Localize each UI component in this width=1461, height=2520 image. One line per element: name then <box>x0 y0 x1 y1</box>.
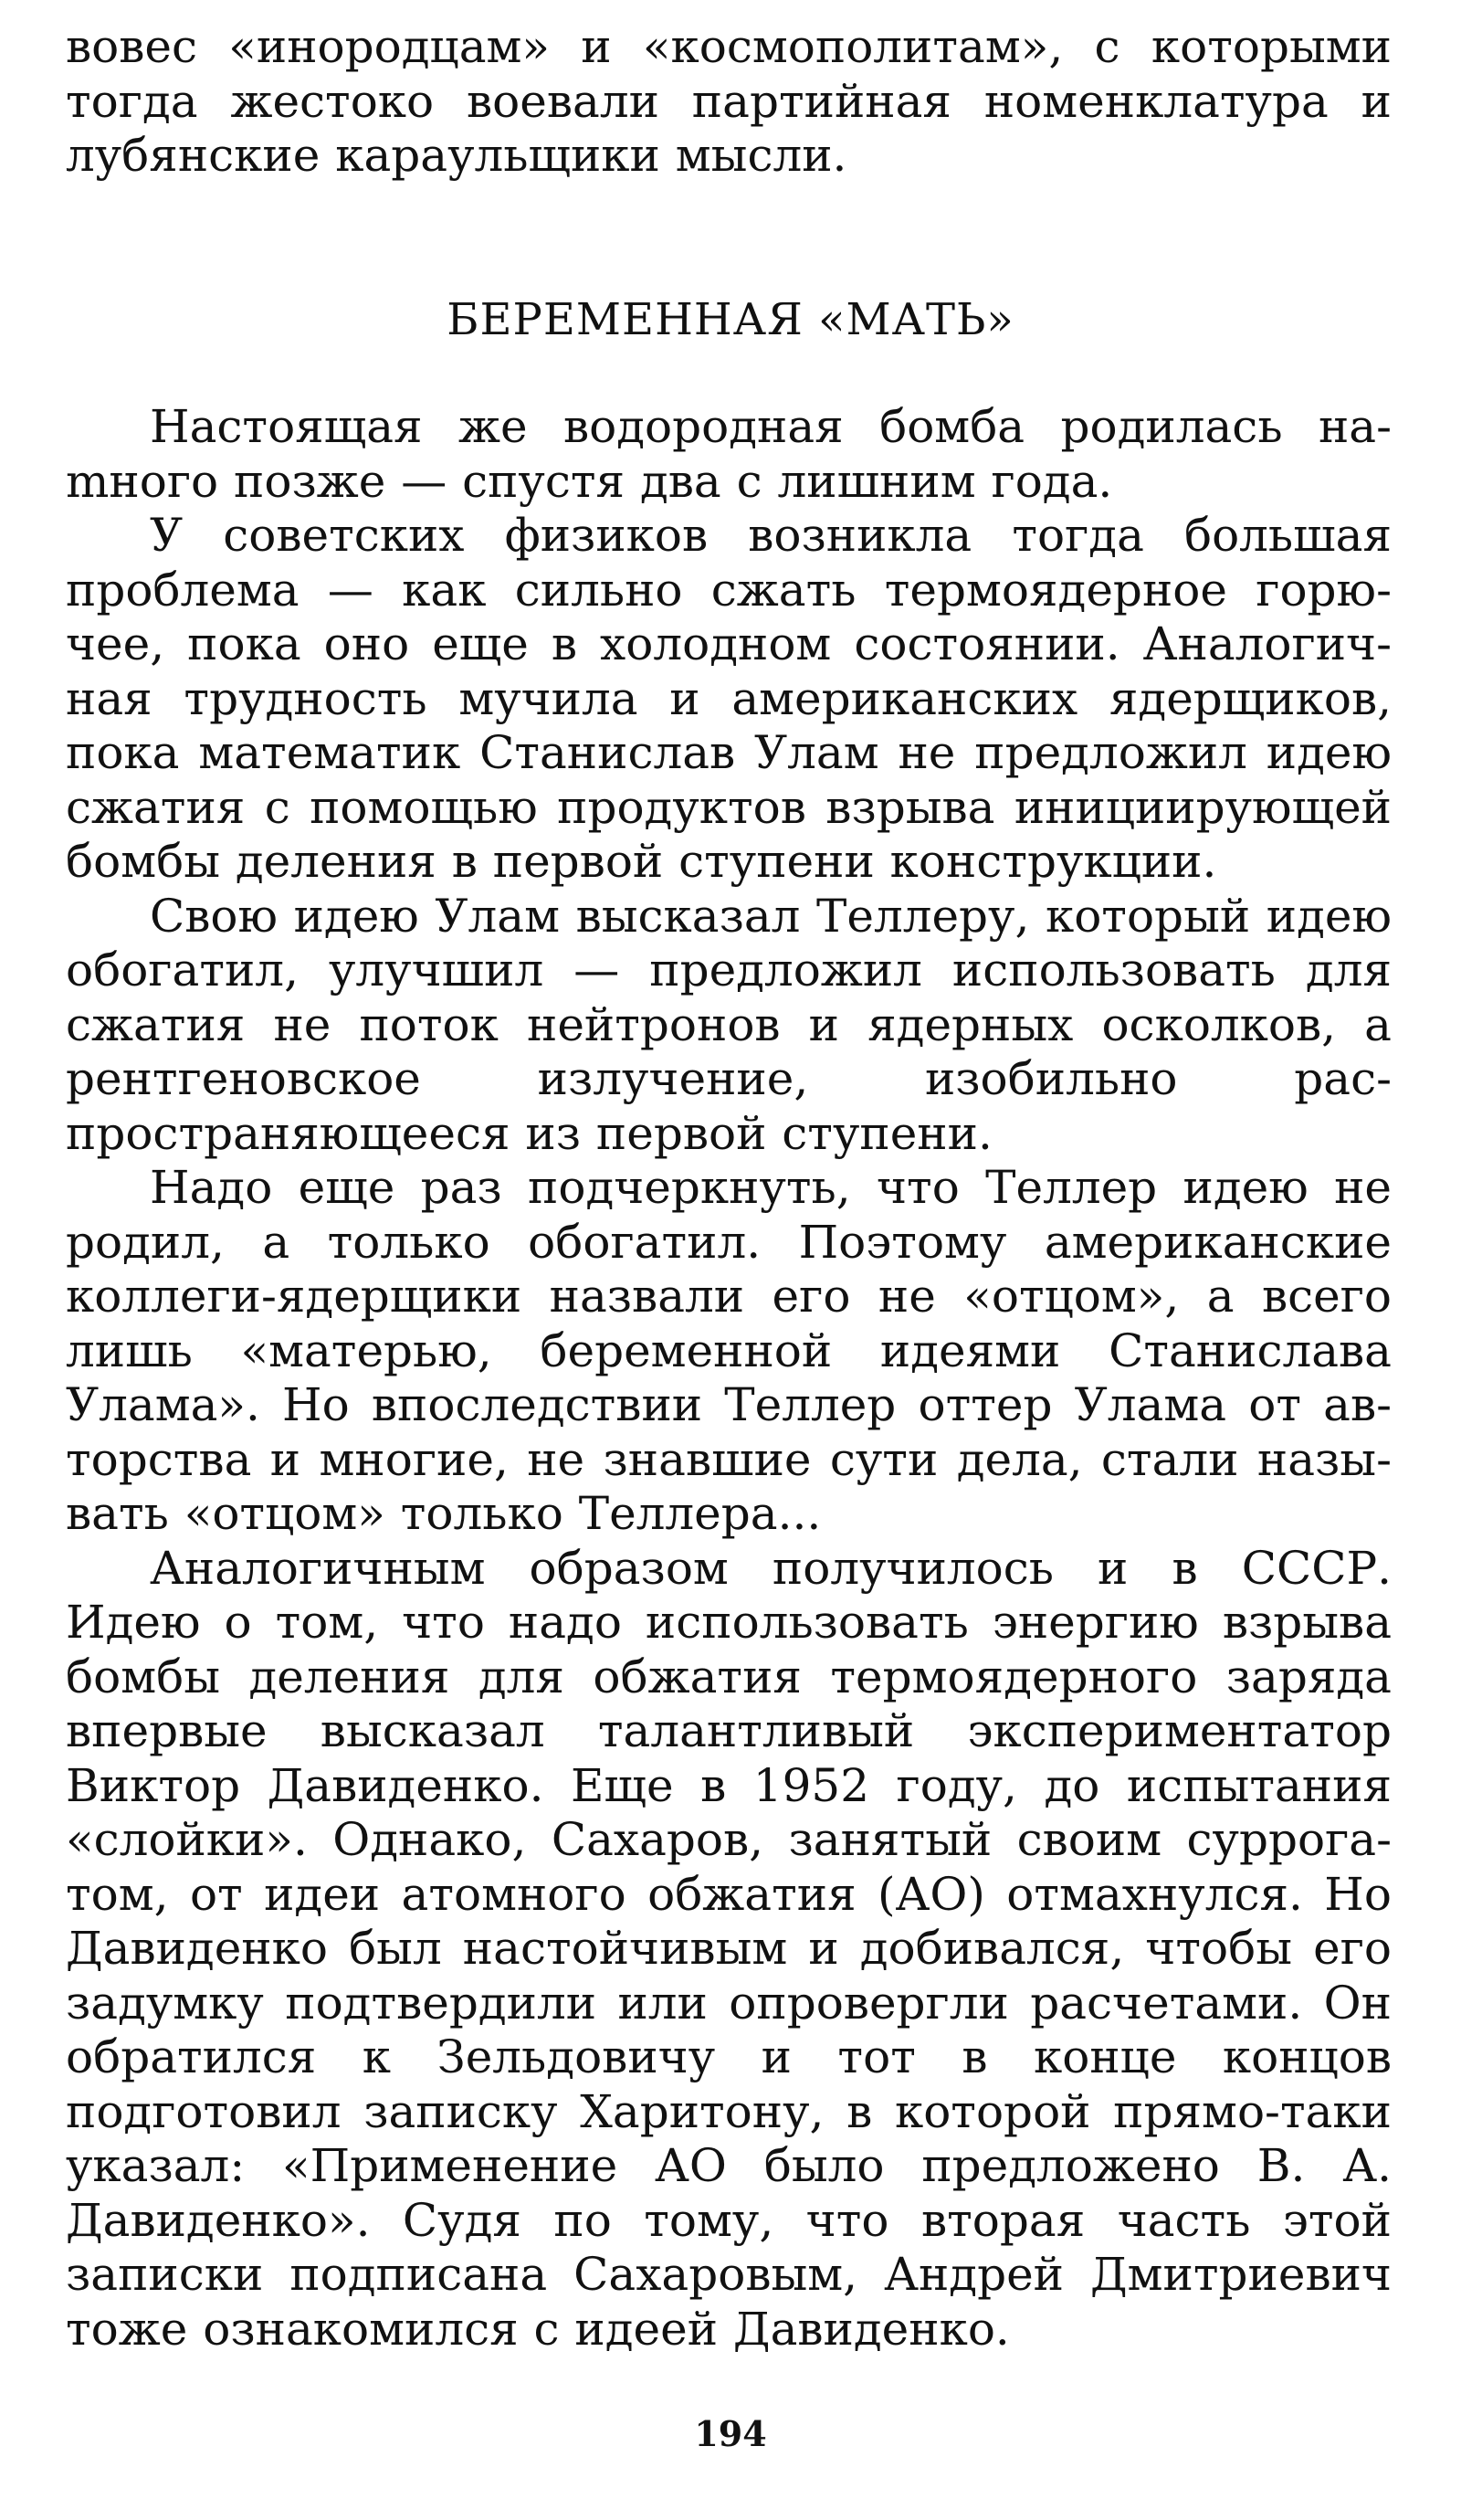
paragraph-3: Свою идею Улам высказал Теллеру, который идею обогатил, улучшил — предложил использовать для сжатия не поток нейтронов и ядерных осколков, а рентгеновское излучение, изобильно распространяющееся из первой ступени. <box>66 889 1392 1160</box>
paragraph-5: Аналогичным образом получилось и в СССР. Идею о том, что надо использовать энергию взрыва бомбы деления для обжатия термоядерного заряда впервые высказал талантливый экспериментатор Виктор Давиденко. Еще в 1952 году, до испытания «слойки». Однако, Сахаров, занятый своим суррогатом, от идеи атомного обжатия (АО) отмахнулся. Но Давиденко был настойчивым и добивался, чтобы его задумку подтвердили или опровергли расчетами. Он обратился к Зельдовичу и тот в конце концов подготовил записку Харитону, в которой прямо-таки указал: «Применение АО было предложено В. А. Давиденко». Судя по тому, что вторая часть этой записки подписана Сахаровым, Андрей Дмитриевич тоже ознакомился с идеей Давиденко. <box>66 1541 1392 2356</box>
section-body <box>66 400 1392 2357</box>
section-heading: БЕРЕМЕННАЯ «МАТЬ» <box>447 294 1014 345</box>
paragraph-4: Надо еще раз подчеркнуть, что Теллер идею не родил, а только обогатил. Поэтому американские коллеги-ядерщики назвали его не «отцом», а всего лишь «матерью, беременной идеями Станислава Улама». Но впоследствии Теллер оттер Улама от авторства и многие, не знавшие сути дела, стали называть «отцом» только Теллера... <box>66 1161 1392 1540</box>
paragraph-2: У советских физиков возникла тогда большая проблема — как сильно сжать термоядерное горючее, пока оно еще в холодном состоянии. Аналогичная трудность мучила и американских ядерщиков, пока математик Станислав Улам не предложил идею сжатия с помощью продуктов взрыва инициирующей бомбы деления в первой ступени конструкции. <box>66 509 1392 888</box>
intro-text: вовес «инородцам» и «космополитам», с которыми тогда жестоко воевали партийная номенклатура и лубянские караульщики мысли. <box>66 20 1392 182</box>
intro-paragraph <box>66 20 1392 184</box>
paragraph-1: Настоящая же водородная бомба родилась наmного позже — спустя два с лишним года. <box>66 400 1392 508</box>
page-number: 194 <box>694 2413 767 2454</box>
